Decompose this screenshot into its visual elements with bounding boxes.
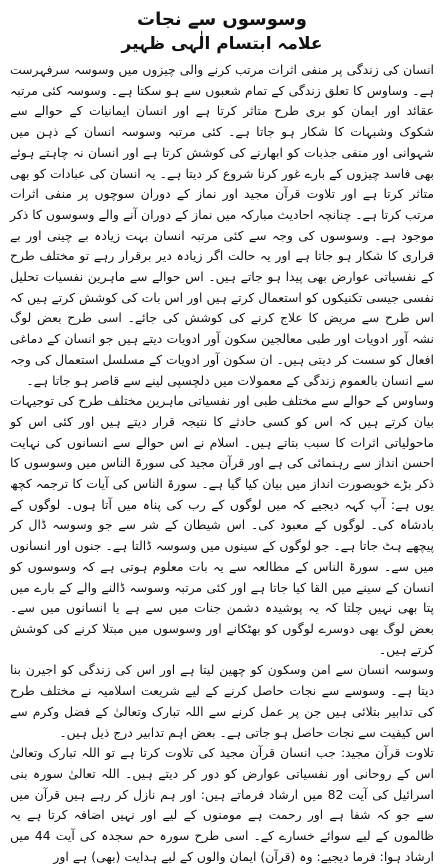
paragraph: وساوس کے حوالے سے مختلف طبی اور نفسیاتی ماہرین مختلف طرح کی توجیہات بیان کرتے ہیں کہ اس کو کسی حادثے کا نتیجہ قرار دیتے ہیں اور کئی اس کو ماحولیاتی اثرات کا سبب بتاتے ہیں۔ اسلام نے اس حوالے سے انسانوں کی نہایت احسن انداز سے رہنمائی کی ہے اور قرآن مجید کی سورۃ الناس میں وسوسوں کا ذکر بڑے خوبصورت انداز میں بیان کیا گیا ہے۔ سورۃ الناس کی آیات کا ترجمہ کچھ یوں ہے: آپ کہہ دیجیے کہ میں لوگوں کے رب کی پناہ میں آتا ہوں۔ لوگوں کے بادشاہ کی۔ لوگوں کے معبود کی۔ اس شیطان کے شر سے جو وسوسہ ڈال کر پیچھے ہٹ جاتا ہے۔ جو لوگوں کے سینوں میں وسوسہ ڈالتا ہے۔ جنوں اور انسانوں میں سے۔ سورۃ الناس کے مطالعہ سے یہ بات معلوم ہوتی ہے کہ وسوسوں کو انسان کے سینے میں القا کیا جاتا ہے اور کئی مرتبہ وسوسہ ڈالنے والے کے بارے میں پتا بھی نہیں چلتا کہ یہ پوشیدہ دشمن جنات میں سے ہے یا انسانوں میں سے۔ بعض لوگ بھی دوسرے لوگوں کو بھٹکانے اور وسوسوں میں مبتلا کرنے کی کوشش کرتے ہیں۔ xyxy=(10,393,434,657)
article-body xyxy=(10,60,434,867)
paragraph: تلاوت قرآن مجید: جب انسان قرآن مجید کی تلاوت کرتا ہے تو اللہ تبارک وتعالیٰ اس کے روحانی اور نفسیاتی عوارض کو دور کر دیتے ہیں۔ اللہ تعالیٰ سورہ بنی اسرائیل کی آیت 82 میں ارشاد فرماتے ہیں: اور ہم نازل کر رہے ہیں قرآن میں سے جو کہ شفا ہے اور رحمت ہے مومنوں کے لیے اور نہیں اضافہ کرتا ہے یہ ظالموں کے لیے سوائے خسارے کے۔ اسی طرح سورہ حم سجدہ کی آیت 44 میں ارشاد ہوا: فرما دیجیے: وہ (قرآن) ایمان والوں کے لیے ہدایت (بھی) ہے اور xyxy=(10,745,434,864)
paragraph: وسوسہ انسان سے امن وسکون کو چھین لیتا ہے اور اس کی زندگی کو اجیرن بنا دیتا ہے۔ وسوسے سے نجات حاصل کرنے کے لیے شریعت اسلامیہ نے مختلف طرح کی تدابیر بتلائی ہیں جن پر عمل کرنے سے اللہ تبارک وتعالیٰ کے فضل وکرم سے اس کیفیت سے نجات حاصل ہو جاتی ہے۔ بعض اہم تدابیر درج ذیل ہیں۔ xyxy=(10,662,434,740)
article-author: علامہ ابتسام الٰہی ظہیر xyxy=(121,34,323,54)
article-title: وسوسوں سے نجات xyxy=(137,9,307,30)
paragraph: انسان کی زندگی پر منفی اثرات مرتب کرنے والی چیزوں میں وسوسہ سرفہرست ہے۔ وساوس کا تعلق زندگی کے تمام شعبوں سے ہو سکتا ہے۔ وسوسہ کئی مرتبہ عقائد اور ایمان کو بری طرح متاثر کرتا ہے اور انسان ایمانیات کے حوالے سے شکوک وشبہات کا شکار ہو جاتا ہے۔ کئی مرتبہ وسوسہ انسان کے ذہن میں شہوانی اور منفی جذبات کو ابھارنے کی کوشش کرتا ہے اور انسان نہ چاہتے ہوئے بھی فاسد چیزوں کے بارے غور کرنا شروع کر دیتا ہے۔ یہ انسان کی عبادات کو بھی متاثر کرتا ہے اور تلاوت قرآن مجید اور نماز کے دوران سوچوں پر منفی اثرات مرتب کرتا ہے۔ چنانچہ احادیث مبارکہ میں نماز کے دوران آنے والے وسوسوں کا ذکر موجود ہے۔ وسوسوں کی وجہ سے کئی مرتبہ انسان بہت زیادہ بے چینی اور بے قراری کا شکار ہو جاتا ہے اور یہ حالت اگر زیادہ دیر برقرار رہے تو مختلف طرح کے نفسیاتی عوارض بھی پیدا ہو جاتے ہیں۔ اس حوالے سے ماہرین نفسیات تحلیل نفسی جیسی تکنیکوں کو استعمال کرتے ہیں اور اس بات کی کوشش کرتے ہیں کہ اس طرح سے مریض کا علاج کرنے کی کوشش کی جائے۔ اسی طرح بعض لوگ نشہ آور ادویات اور طبی معالجین سکون آور ادویات دیتے ہیں جو انسان کے دماغی افعال کو سست کر دیتی ہیں۔ ان سکون آور ادویات کے مسلسل استعمال کی وجہ سے انسان بالعموم زندگی کے معمولات میں دلچسپی لینے سے قاصر ہو جاتا ہے۔ xyxy=(10,62,434,388)
